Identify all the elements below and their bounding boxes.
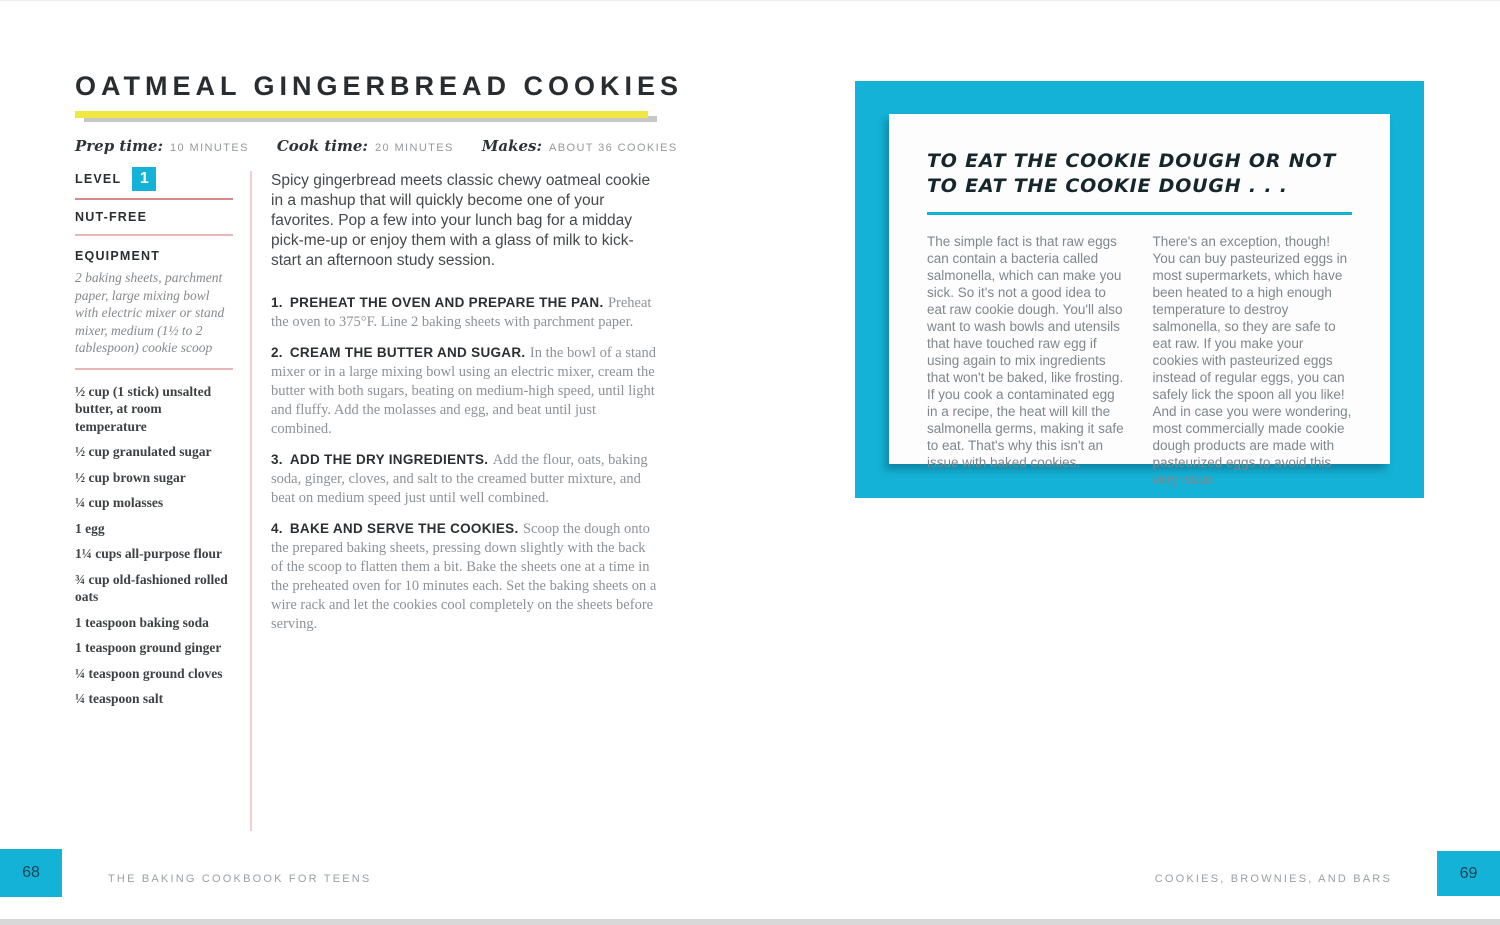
- makes: [482, 137, 678, 155]
- recipe-step: [271, 293, 659, 331]
- feature-box-card: [889, 114, 1390, 487]
- highlight-yellow-bar: [75, 111, 648, 118]
- makes-value: ABOUT 36 COOKIES: [549, 142, 678, 154]
- cook-time-value: 20 MINUTES: [374, 142, 454, 154]
- ingredients-list: [75, 383, 233, 708]
- step-number: 1.: [271, 295, 283, 310]
- diet-label: NUT-FREE: [75, 210, 148, 224]
- feature-title-line1: TO EAT THE COOKIE DOUGH OR NOT: [927, 150, 1337, 172]
- feature-box-column-2: There's an exception, though! You can buy pasteurized eggs in most supermarkets, which have been heated to a high enough temperature to destroy salmonella, so they are safe to eat raw. If you make your cookies with pasteurized eggs instead of regular eggs, you can safely lick the spoon all you like! And in case you were wondering, most commercially made cookie dough products are made with pasteurized eggs to avoid this very issue.: [1152, 234, 1352, 487]
- ingredient-item: ¼ teaspoon ground cloves: [75, 665, 223, 681]
- title-highlight-bar: [75, 111, 665, 124]
- feature-title-line2: TO EAT THE COOKIE DOUGH . . .: [927, 175, 1288, 197]
- sidebar-feature-box: [855, 81, 1424, 498]
- feature-box-rule: [927, 212, 1352, 215]
- makes-label: Makes:: [481, 137, 543, 155]
- prep-time: [75, 137, 249, 155]
- recipe-intro: Spicy gingerbread meets classic chewy oatmeal cookie in a mashup that will quickly become one of your favorites. Pop a few into your lunch bag for a midday pick-me-up or enjoy them with a glass of milk to kick-start an afternoon study session.: [271, 172, 651, 269]
- step-body: Preheat the oven to 375°F. Line 2 baking sheets with parchment paper.: [271, 295, 652, 330]
- ingredient-item: 1 egg: [75, 520, 105, 536]
- step-body: Add the flour, oats, baking soda, ginger, cloves, and salt to the creamed butter mixture, and beat on medium speed just until well combined.: [271, 452, 648, 506]
- step-body: In the bowl of a stand mixer or in a large mixing bowl using an electric mixer, cream the butter with both sugars, beating on medium-high speed, until light and fluffy. Add the molasses and egg, and beat until just combined.: [271, 345, 656, 437]
- step-body: Scoop the dough onto the prepared baking sheets, pressing down slightly with the back of the scoop to flatten them a bit. Bake the sheets one at a time in the preheated oven for 10 minutes each. Set the baking sheets on a wire rack and let the cookies cool completely on the sheets before serving.: [271, 521, 657, 632]
- cook-time-label: Cook time:: [276, 137, 368, 155]
- ingredient-item: ½ cup granulated sugar: [75, 444, 212, 459]
- step-number: 4.: [271, 521, 283, 536]
- recipe-meta: [75, 137, 678, 155]
- ingredient-item: ¼ cup molasses: [75, 495, 164, 510]
- feature-box-title: [927, 149, 1352, 199]
- recipe-step: [271, 343, 659, 438]
- equipment-label: EQUIPMENT: [75, 249, 161, 263]
- step-title: CREAM THE BUTTER AND SUGAR.: [289, 345, 526, 360]
- step-number: 2.: [271, 345, 283, 360]
- method-column: [271, 171, 659, 645]
- step-number: 3.: [271, 452, 283, 467]
- ingredient-item: ¼ teaspoon salt: [75, 691, 164, 706]
- divider-rule: [75, 198, 233, 200]
- page-edge-strip: [0, 919, 1500, 925]
- feature-box-column-1: The simple fact is that raw eggs can contain a bacteria called salmonella, which can make you sick. So it's not a good idea to eat raw cookie dough. You'll also want to wash bowls and utensils that have touched raw egg if using again to mix ingredients that won't be baked, like frosting. If you cook a contaminated egg in a recipe, the heat will kill the salmonella germs, making it safe to eat. That's why this isn't an issue with baked cookies.: [927, 234, 1124, 470]
- recipe-step: [271, 519, 659, 633]
- level-badge: 1: [132, 167, 156, 191]
- column-divider: [250, 171, 252, 831]
- divider-rule: [75, 234, 233, 236]
- divider-rule: [75, 368, 233, 370]
- ingredients-sidebar: [75, 167, 233, 716]
- recipe-step: [271, 450, 659, 507]
- page-number-left: 68: [0, 849, 62, 897]
- ingredient-item: ½ cup brown sugar: [75, 469, 186, 485]
- feature-box-columns: [927, 233, 1352, 488]
- page-number-right: 69: [1437, 851, 1500, 896]
- prep-time-label: Prep time:: [75, 137, 164, 155]
- ingredient-item: ½ cup (1 stick) unsalted butter, at room temperature: [75, 383, 212, 434]
- cook-time: [277, 137, 454, 155]
- running-title-left: THE BAKING COOKBOOK FOR TEENS: [108, 873, 372, 885]
- step-title: BAKE AND SERVE THE COOKIES.: [289, 521, 519, 536]
- prep-time-value: 10 MINUTES: [170, 142, 249, 154]
- step-title: ADD THE DRY INGREDIENTS.: [289, 452, 489, 467]
- level-label: LEVEL: [75, 172, 122, 186]
- recipe-title: OATMEAL GINGERBREAD COOKIES: [75, 71, 684, 101]
- ingredient-item: 1 teaspoon baking soda: [75, 614, 209, 630]
- running-title-right: COOKIES, BROWNIES, AND BARS: [1154, 873, 1392, 885]
- ingredient-item: 1 teaspoon ground ginger: [75, 640, 222, 655]
- ingredient-item: ¾ cup old-fashioned rolled oats: [75, 571, 228, 604]
- equipment-text: 2 baking sheets, parchment paper, large mixing bowl with electric mixer or stand mixer, medium (1½ to 2 tablespoon) cookie scoop: [75, 270, 225, 355]
- ingredient-item: 1¼ cups all-purpose flour: [75, 546, 223, 561]
- level-row: [75, 167, 233, 191]
- step-title: PREHEAT THE OVEN AND PREPARE THE PAN.: [289, 295, 604, 310]
